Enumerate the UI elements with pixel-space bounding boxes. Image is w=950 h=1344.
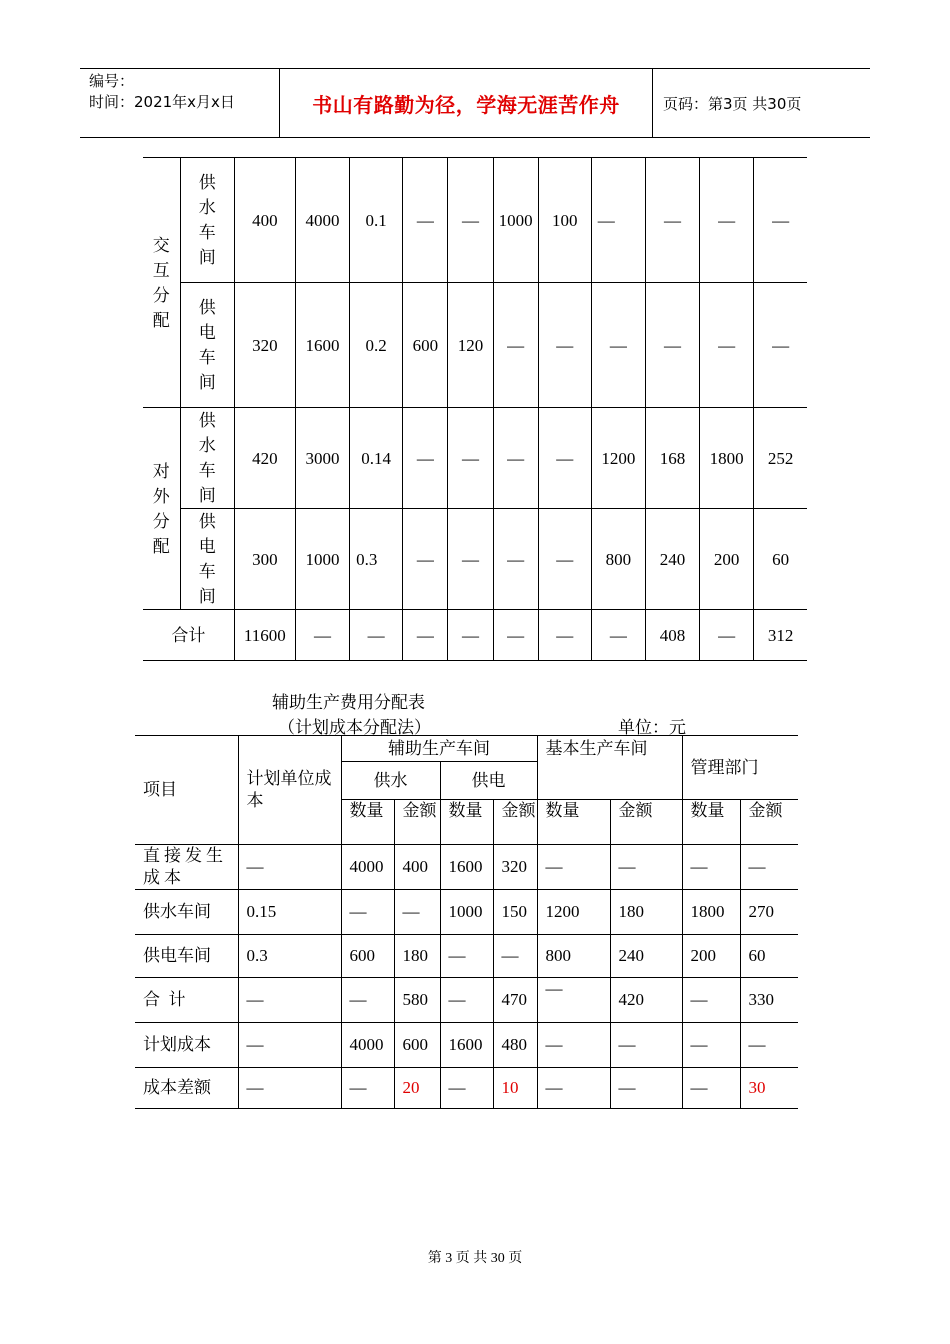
table-cell: 240 xyxy=(610,935,682,978)
table-cell: — xyxy=(610,1068,682,1109)
table-cell: — xyxy=(448,509,493,610)
table-cell: 100 xyxy=(538,158,591,283)
table-row xyxy=(143,408,807,509)
allocation-table-2 xyxy=(135,735,798,1109)
row-label: 供水车间 xyxy=(135,890,238,935)
table-cell: — xyxy=(700,283,754,408)
table-cell: — xyxy=(403,408,448,509)
header-water: 供水 xyxy=(341,762,440,800)
table-cell: 20 xyxy=(394,1068,440,1109)
table-cell: 270 xyxy=(740,890,798,935)
table-cell: 0.15 xyxy=(238,890,341,935)
header-mgmt: 管理部门 xyxy=(682,736,798,800)
table-cell: 0.2 xyxy=(350,283,403,408)
table-cell: 240 xyxy=(645,509,699,610)
table-cell: 0.1 xyxy=(350,158,403,283)
table-cell: — xyxy=(537,1023,610,1068)
table-cell: 0.3 xyxy=(350,509,403,610)
header-left xyxy=(80,69,280,137)
table-cell: 60 xyxy=(754,509,807,610)
table-cell: 1000 xyxy=(440,890,493,935)
header-unit-cost: 计划单位成本 xyxy=(238,736,341,845)
table-cell: 320 xyxy=(493,845,537,890)
table-cell: — xyxy=(394,890,440,935)
page-footer: 第 3 页 共 30 页 xyxy=(427,1251,523,1266)
page-info: 页码：第3页 共30页 xyxy=(663,94,802,113)
table-cell: — xyxy=(610,1023,682,1068)
table-cell: 1800 xyxy=(682,890,740,935)
table-cell: — xyxy=(238,845,341,890)
table-cell: — xyxy=(754,158,807,283)
row-label: 供水车间 xyxy=(198,411,216,505)
total-row xyxy=(135,978,798,1023)
table2-subtitle: （计划成本分配法） xyxy=(278,718,431,738)
table-cell: 420 xyxy=(610,978,682,1023)
table-cell: — xyxy=(403,158,448,283)
table-cell: 1800 xyxy=(700,408,754,509)
table-cell: 800 xyxy=(591,509,645,610)
table-cell: 30 xyxy=(740,1068,798,1109)
total-label: 合计 xyxy=(143,610,234,661)
table-cell: — xyxy=(403,610,448,661)
table-cell: 4000 xyxy=(341,845,394,890)
table-row xyxy=(135,1068,798,1109)
table-cell: — xyxy=(645,158,699,283)
table-row xyxy=(135,1023,798,1068)
table-cell: — xyxy=(591,158,645,283)
header-aux: 辅助生产车间 xyxy=(341,736,537,762)
table-cell: 168 xyxy=(645,408,699,509)
row-label: 供电车间 xyxy=(135,935,238,978)
table-row xyxy=(143,509,807,610)
table-cell: — xyxy=(493,283,538,408)
table-cell: 10 xyxy=(493,1068,537,1109)
table-cell: 120 xyxy=(448,283,493,408)
table-cell: 252 xyxy=(754,408,807,509)
allocation-table-1 xyxy=(143,157,807,661)
table-cell: — xyxy=(493,509,538,610)
table-cell: 11600 xyxy=(234,610,295,661)
table-cell: — xyxy=(740,845,798,890)
table-cell: — xyxy=(341,890,394,935)
header-qty: 数量 xyxy=(341,800,394,845)
table-cell: 0.14 xyxy=(350,408,403,509)
table-cell: 400 xyxy=(394,845,440,890)
table-cell: — xyxy=(440,1068,493,1109)
table-cell: — xyxy=(538,283,591,408)
table-cell: — xyxy=(238,1068,341,1109)
header-amt: 金额 xyxy=(740,800,798,845)
group-label: 对外分配 xyxy=(152,461,170,556)
table-cell: — xyxy=(538,509,591,610)
table-cell: 300 xyxy=(234,509,295,610)
table-cell: 1600 xyxy=(440,1023,493,1068)
table-cell: — xyxy=(440,935,493,978)
table-row xyxy=(135,935,798,978)
table-cell: 150 xyxy=(493,890,537,935)
table-cell: 200 xyxy=(700,509,754,610)
row-label: 供水车间 xyxy=(198,173,216,267)
header-row xyxy=(135,736,798,762)
table-cell: — xyxy=(448,408,493,509)
table-row xyxy=(143,283,807,408)
table-cell: — xyxy=(493,935,537,978)
group-label-cell xyxy=(143,408,180,610)
table-cell: — xyxy=(682,1023,740,1068)
header-qty: 数量 xyxy=(682,800,740,845)
table-cell: 800 xyxy=(537,935,610,978)
table-cell: 580 xyxy=(394,978,440,1023)
table-cell: — xyxy=(238,1023,341,1068)
serial-label: 编号： xyxy=(89,72,135,90)
table-cell: — xyxy=(493,610,538,661)
table-cell: — xyxy=(350,610,403,661)
table-cell: 4000 xyxy=(295,158,349,283)
table-cell: 480 xyxy=(493,1023,537,1068)
table-cell: — xyxy=(538,408,591,509)
table-cell: 1600 xyxy=(440,845,493,890)
table-cell: — xyxy=(493,408,538,509)
header-qty: 数量 xyxy=(537,800,610,845)
table-cell: — xyxy=(682,845,740,890)
group-label: 交互分配 xyxy=(152,235,170,330)
date-label: 时间：2021年x月x日 xyxy=(89,93,235,111)
row-label: 供电车间 xyxy=(198,298,216,392)
row-label: 成本差额 xyxy=(135,1068,238,1109)
row-label: 计划成本 xyxy=(135,1023,238,1068)
table2-unit: 单位：元 xyxy=(618,718,686,738)
table-cell: 400 xyxy=(234,158,295,283)
table-cell: 420 xyxy=(234,408,295,509)
table-cell: — xyxy=(682,1068,740,1109)
table-cell: — xyxy=(610,845,682,890)
table-cell: — xyxy=(700,158,754,283)
header-amt: 金额 xyxy=(394,800,440,845)
table-cell: — xyxy=(538,610,591,661)
table-cell: 0.3 xyxy=(238,935,341,978)
row-label: 直接发生成本 xyxy=(135,845,238,890)
table-cell: — xyxy=(403,509,448,610)
table-cell: — xyxy=(591,283,645,408)
header-amt: 金额 xyxy=(610,800,682,845)
group-label-cell xyxy=(143,158,180,408)
table-cell: 312 xyxy=(754,610,807,661)
table-cell: 1200 xyxy=(591,408,645,509)
table-cell: — xyxy=(682,978,740,1023)
motto: 书山有路勤为径，学海无涯苦作舟 xyxy=(280,69,653,137)
table-cell: — xyxy=(537,845,610,890)
total-row xyxy=(143,610,807,661)
table-cell: 180 xyxy=(610,890,682,935)
header-power: 供电 xyxy=(440,762,537,800)
table-cell: 330 xyxy=(740,978,798,1023)
table-cell: 470 xyxy=(493,978,537,1023)
table-cell: 1200 xyxy=(537,890,610,935)
table-cell: 1000 xyxy=(493,158,538,283)
table-cell: — xyxy=(645,283,699,408)
row-label: 供电车间 xyxy=(198,512,216,606)
table-cell: 600 xyxy=(394,1023,440,1068)
table-cell: — xyxy=(238,978,341,1023)
table-cell: 320 xyxy=(234,283,295,408)
table-cell: — xyxy=(591,610,645,661)
table-cell: — xyxy=(754,283,807,408)
table-cell: — xyxy=(448,610,493,661)
table-cell: — xyxy=(448,158,493,283)
table-cell: — xyxy=(537,1068,610,1109)
table-cell: — xyxy=(537,978,610,1023)
table-cell: — xyxy=(740,1023,798,1068)
table-row xyxy=(143,158,807,283)
table-cell: 600 xyxy=(403,283,448,408)
header-qty: 数量 xyxy=(440,800,493,845)
table-cell: — xyxy=(440,978,493,1023)
table-cell: 4000 xyxy=(341,1023,394,1068)
table-row xyxy=(135,845,798,890)
table2-title: 辅助生产费用分配表 xyxy=(272,693,425,713)
row-label: 合 计 xyxy=(135,978,238,1023)
header-basic: 基本生产车间 xyxy=(537,736,682,800)
table-cell: — xyxy=(341,978,394,1023)
table-cell: 180 xyxy=(394,935,440,978)
table-cell: — xyxy=(700,610,754,661)
table-cell: 408 xyxy=(645,610,699,661)
table-cell: 1000 xyxy=(295,509,349,610)
page-header xyxy=(80,68,870,138)
table-cell: 600 xyxy=(341,935,394,978)
table-cell: 60 xyxy=(740,935,798,978)
table-cell: — xyxy=(341,1068,394,1109)
table-cell: — xyxy=(295,610,349,661)
header-item: 项目 xyxy=(135,736,238,845)
table-row xyxy=(135,890,798,935)
table-cell: 200 xyxy=(682,935,740,978)
header-amt: 金额 xyxy=(493,800,537,845)
table-cell: 1600 xyxy=(295,283,349,408)
table-cell: 3000 xyxy=(295,408,349,509)
